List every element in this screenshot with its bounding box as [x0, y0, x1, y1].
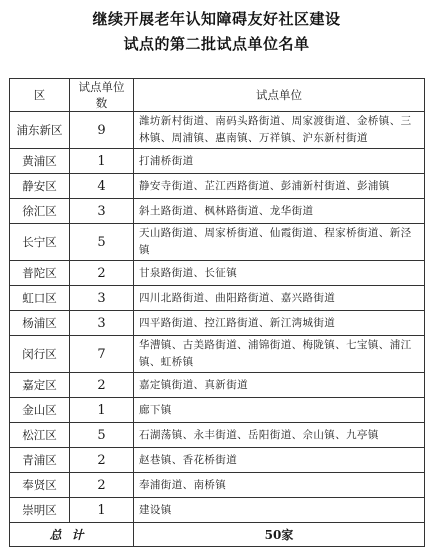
header-units: 试点单位 [134, 79, 425, 112]
table-row [10, 149, 425, 174]
units-cell: 天山路街道、周家桥街道、仙霞街道、程家桥街道、新泾镇 [134, 224, 425, 261]
district-cell: 虹口区 [10, 286, 70, 311]
table-row [10, 112, 425, 149]
total-label: 总计 [10, 523, 134, 547]
district-cell: 闵行区 [10, 336, 70, 373]
count-cell: 2 [70, 373, 134, 398]
units-cell: 赵巷镇、香花桥街道 [134, 448, 425, 473]
count-cell: 5 [70, 224, 134, 261]
district-cell: 嘉定区 [10, 373, 70, 398]
units-cell: 华漕镇、古美路街道、浦锦街道、梅陇镇、七宝镇、浦江镇、虹桥镇 [134, 336, 425, 373]
units-cell: 嘉定镇街道、真新街道 [134, 373, 425, 398]
units-cell: 四川北路街道、曲阳路街道、嘉兴路街道 [134, 286, 425, 311]
district-cell: 浦东新区 [10, 112, 70, 149]
count-cell: 3 [70, 199, 134, 224]
table-row [10, 224, 425, 261]
units-cell: 石湖荡镇、永丰街道、岳阳街道、佘山镇、九亭镇 [134, 423, 425, 448]
total-row [10, 523, 425, 547]
district-cell: 普陀区 [10, 261, 70, 286]
district-cell: 杨浦区 [10, 311, 70, 336]
table-row [10, 286, 425, 311]
table-row [10, 423, 425, 448]
units-cell: 潍坊新村街道、南码头路街道、周家渡街道、金桥镇、三林镇、周浦镇、惠南镇、万祥镇、沪东新村街道 [134, 112, 425, 149]
table-row [10, 199, 425, 224]
units-cell: 建设镇 [134, 498, 425, 523]
table-row [10, 398, 425, 423]
district-cell: 黄浦区 [10, 149, 70, 174]
district-cell: 松江区 [10, 423, 70, 448]
units-cell: 廊下镇 [134, 398, 425, 423]
total-value: 50家 [134, 523, 425, 547]
district-cell: 长宁区 [10, 224, 70, 261]
table-header-row [10, 79, 425, 112]
table-row [10, 373, 425, 398]
count-cell: 3 [70, 286, 134, 311]
units-cell: 甘泉路街道、长征镇 [134, 261, 425, 286]
table-row [10, 174, 425, 199]
count-cell: 2 [70, 261, 134, 286]
table-row [10, 336, 425, 373]
count-cell: 1 [70, 398, 134, 423]
district-cell: 静安区 [10, 174, 70, 199]
district-cell: 徐汇区 [10, 199, 70, 224]
document-title-line-1: 继续开展老年认知障碍友好社区建设 [92, 10, 341, 28]
pilot-units-table [9, 78, 425, 547]
units-cell: 奉浦街道、南桥镇 [134, 473, 425, 498]
table-row [10, 498, 425, 523]
district-cell: 金山区 [10, 398, 70, 423]
units-cell: 静安寺街道、芷江西路街道、彭浦新村街道、彭浦镇 [134, 174, 425, 199]
table-row [10, 261, 425, 286]
table-row [10, 448, 425, 473]
count-cell: 5 [70, 423, 134, 448]
units-cell: 四平路街道、控江路街道、新江湾城街道 [134, 311, 425, 336]
count-cell: 2 [70, 473, 134, 498]
district-cell: 奉贤区 [10, 473, 70, 498]
district-cell: 崇明区 [10, 498, 70, 523]
count-cell: 9 [70, 112, 134, 149]
count-cell: 7 [70, 336, 134, 373]
header-count: 试点单位数 [70, 79, 134, 112]
count-cell: 4 [70, 174, 134, 199]
count-cell: 3 [70, 311, 134, 336]
header-district: 区 [10, 79, 70, 112]
table-row [10, 311, 425, 336]
count-cell: 1 [70, 498, 134, 523]
units-cell: 打浦桥街道 [134, 149, 425, 174]
units-cell: 斜土路街道、枫林路街道、龙华街道 [134, 199, 425, 224]
table-row [10, 473, 425, 498]
count-cell: 2 [70, 448, 134, 473]
document-title-line-2: 试点的第二批试点单位名单 [123, 35, 310, 53]
count-cell: 1 [70, 149, 134, 174]
district-cell: 青浦区 [10, 448, 70, 473]
